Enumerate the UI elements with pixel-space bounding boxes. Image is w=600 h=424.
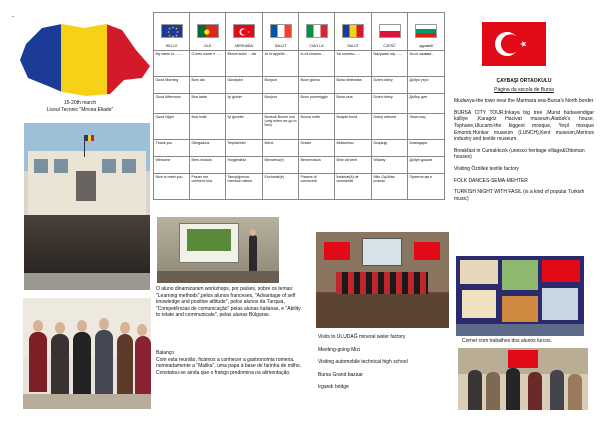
phrase-cell: İyi geceler: [226, 114, 263, 140]
italy-flag-icon: [306, 24, 328, 38]
phrase-cell: O meu nome é ......: [190, 51, 226, 77]
balance-text: Com esta reunião, ficámos a conhecer a gastronomia romena, nomeadamente a "Malika", uma papa à base de farinha de milho. Constatou-se ainda que o frango predomina na alimentação.: [156, 356, 302, 376]
phrase-row: [154, 174, 445, 200]
turkey-fasil: TURKISH NIGHT WITH FASIL (is a kind of popular Turkish music): [454, 189, 585, 202]
lang-header-pl: CZEŚĆ: [372, 13, 408, 51]
phrase-cell: Witamy: [372, 157, 408, 174]
audience-photo: [458, 348, 588, 410]
lang-header-en: HELLO: [154, 13, 190, 51]
phrase-row: [154, 140, 445, 157]
lang-header-it: CIAO LA: [299, 13, 335, 51]
teachers-group-photo: [23, 298, 151, 409]
turkey-city-tour: BURSA CITY TOUR:İnkaya big tree ,Murat hüdavendigar külliye ,Karagöz Hacivat museum,Atatürk's house, Tophane,Ulucami-the biggest mosque, Yeşil mosque Emomb,Hünkar museum (LUNCH),Kent museum,Merinos industry and textile museum.: [454, 109, 594, 143]
lang-header-ro: SALUT: [335, 13, 372, 51]
romania-map-icon: [14, 20, 154, 100]
phrase-cell: Prazer em conhecê-lo/a: [190, 174, 226, 200]
phrase-cell: Dzień dobry: [372, 77, 408, 94]
phrase-cell: Bom dia: [190, 77, 226, 94]
turkey-breakfast: Breakfast in Cumalıkızık (unesco heritage village&Ottoman houses): [454, 147, 585, 161]
phrase-cell: İyi günler: [226, 94, 263, 114]
lang-header-tr: MERHABA: [226, 13, 263, 51]
phrase-cell: Obrigado/a: [190, 140, 226, 157]
turkey-large-flag-icon: [482, 22, 546, 66]
phrase-cell: Bine ați venit: [335, 157, 372, 174]
france-flag-icon: [270, 24, 292, 38]
poland-flag-icon: [379, 24, 401, 38]
phrase-cell: Лека нощ: [408, 114, 445, 140]
phrase-row: [154, 114, 445, 140]
phrase-cell: Io mi chiamo...: [299, 51, 335, 77]
phrase-cell: Аз се казвам...: [408, 51, 445, 77]
phrase-cell: Bonsoir Bonne nuit (only when we go to bed): [263, 114, 299, 140]
turkey-subtitle: Página da escola de Bursa: [494, 86, 554, 93]
phrase-cell: Benim adım ... ise: [226, 51, 263, 77]
phrase-cell: Piacere di conoscerti: [299, 174, 335, 200]
lang-header-fr: SALUT: [263, 13, 299, 51]
phrase-cell: Dobry wieczór: [372, 114, 408, 140]
turkey-folk-dances: FOLK DANCES-SEMA-MEHTER: [454, 177, 528, 184]
portugal-flag-icon: [197, 24, 219, 38]
phrase-cell: Sa numesc......: [335, 51, 372, 77]
turkey-section: [454, 78, 594, 202]
phrase-cell: Bonjour: [263, 94, 299, 114]
phrase-row: [154, 94, 445, 114]
phrase-cell: Добро утро: [408, 77, 445, 94]
workshops-text: O aluno dinamizaram workshops, por países, sobre os temas: "Learning methods",pelos alunos franceses, "Advantage of self knowledge and positive attitude", pelos alunos da Turquia, "Competências de comunicação" pelas alunas italianas, e "Ability to relate and communicate", pelas alunas Búlgaras.: [156, 286, 301, 319]
lang-header-bg: здравей: [408, 13, 445, 51]
phrase-cell: Приятно ми е: [408, 174, 445, 200]
phrase-cell: Nice to meet you: [154, 174, 190, 200]
phrase-cell: Je m'appelle ...: [263, 51, 299, 77]
phrase-cell: Încântat(ă) de cunoștință: [335, 174, 372, 200]
phrase-cell: Добър ден: [408, 94, 445, 114]
phrase-cell: Buon giorno: [299, 77, 335, 94]
turkish-dance-photo: [316, 232, 449, 328]
phrase-cell: Boa tarde: [190, 94, 226, 114]
phrase-row: [154, 77, 445, 94]
phrase-cell: Mulțumesc: [335, 140, 372, 157]
visits-list: [318, 334, 458, 397]
phrase-cell: Bienvenu(e): [263, 157, 299, 174]
phrase-cell: Tanıştığımıza memnun oldum.: [226, 174, 263, 200]
phrase-cell: Dzień dobry: [372, 94, 408, 114]
phrase-cell: Buona notte: [299, 114, 335, 140]
phrase-cell: Buna dimineata: [335, 77, 372, 94]
phrase-cell: Miło Cię/Was poznać: [372, 174, 408, 200]
page-bullet: -: [12, 14, 14, 20]
visit-item: Visiting automobile technical high school: [318, 359, 408, 366]
visit-date: 15-20th march: [63, 100, 97, 106]
phrase-cell: Günaydın: [226, 77, 263, 94]
romania-flag-icon: [342, 24, 364, 38]
lang-header-pt: OLÁ: [190, 13, 226, 51]
visit-item: Visits to ULUDAĞ mineral water factory: [318, 334, 406, 340]
visit-item: Bursa Grand bazaar: [318, 371, 364, 378]
phrase-cell: Benvenuto/a: [299, 157, 335, 174]
phrase-table: [153, 12, 445, 200]
bulgaria-flag-icon: [415, 24, 437, 38]
workshop-photo: [157, 217, 279, 283]
romania-caption: [35, 100, 125, 113]
turkey-flag-icon: [233, 24, 255, 38]
phrase-row: [154, 157, 445, 174]
phrase-cell: Buna ziua: [335, 94, 372, 114]
balance-title: Balanço: [156, 350, 175, 356]
corner-caption: Corner com trabalhos dos alunos turcos.: [462, 338, 553, 344]
phrase-cell: Hoşgeldiniz: [226, 157, 263, 174]
turkey-location: Mudanya-the town near the Marmara sea-Bursa's North border: [454, 98, 594, 105]
phrase-cell: My name is.........: [154, 51, 190, 77]
phrase-cell: Welcome: [154, 157, 190, 174]
phrase-cell: Grazie: [299, 140, 335, 157]
phrase-cell: Благодаря: [408, 140, 445, 157]
phrase-cell: Teşekkürler: [226, 140, 263, 157]
phrase-cell: Buon pomeriggio: [299, 94, 335, 114]
phrase-cell: Bem-vindo/a: [190, 157, 226, 174]
phrase-row: [154, 51, 445, 77]
phrase-cell: Thank you: [154, 140, 190, 157]
phrase-cell: Noapte bună: [335, 114, 372, 140]
turkey-school-name: ÇAYBAŞI ORTAOKULU: [496, 78, 552, 84]
phrase-cell: Good Night: [154, 114, 190, 140]
eu-flag-icon: [161, 24, 183, 38]
school-name: Liceul Tecnnic "Mircea Eliade": [46, 106, 114, 113]
phrase-cell: Bonjour: [263, 77, 299, 94]
phrase-cell: Merci: [263, 140, 299, 157]
visit-item: Meeting-going Mizi: [318, 346, 360, 353]
school-group-photo: [24, 123, 150, 290]
phrase-cell: Добре дошли: [408, 157, 445, 174]
turkey-factory: Visiting Özdilek textile factory: [454, 165, 519, 172]
phrase-cell: Good Afternoon: [154, 94, 190, 114]
visit-item: Irgandı bridge: [318, 384, 349, 391]
phrase-cell: Enchanté(e): [263, 174, 299, 200]
student-works-corner-photo: [456, 256, 584, 336]
phrase-cell: Dziękuję: [372, 140, 408, 157]
phrase-cell: Nazywam się.......: [372, 51, 408, 77]
phrase-cell: Good Morning: [154, 77, 190, 94]
balance-section: [156, 350, 308, 376]
phrase-cell: Boa noite: [190, 114, 226, 140]
